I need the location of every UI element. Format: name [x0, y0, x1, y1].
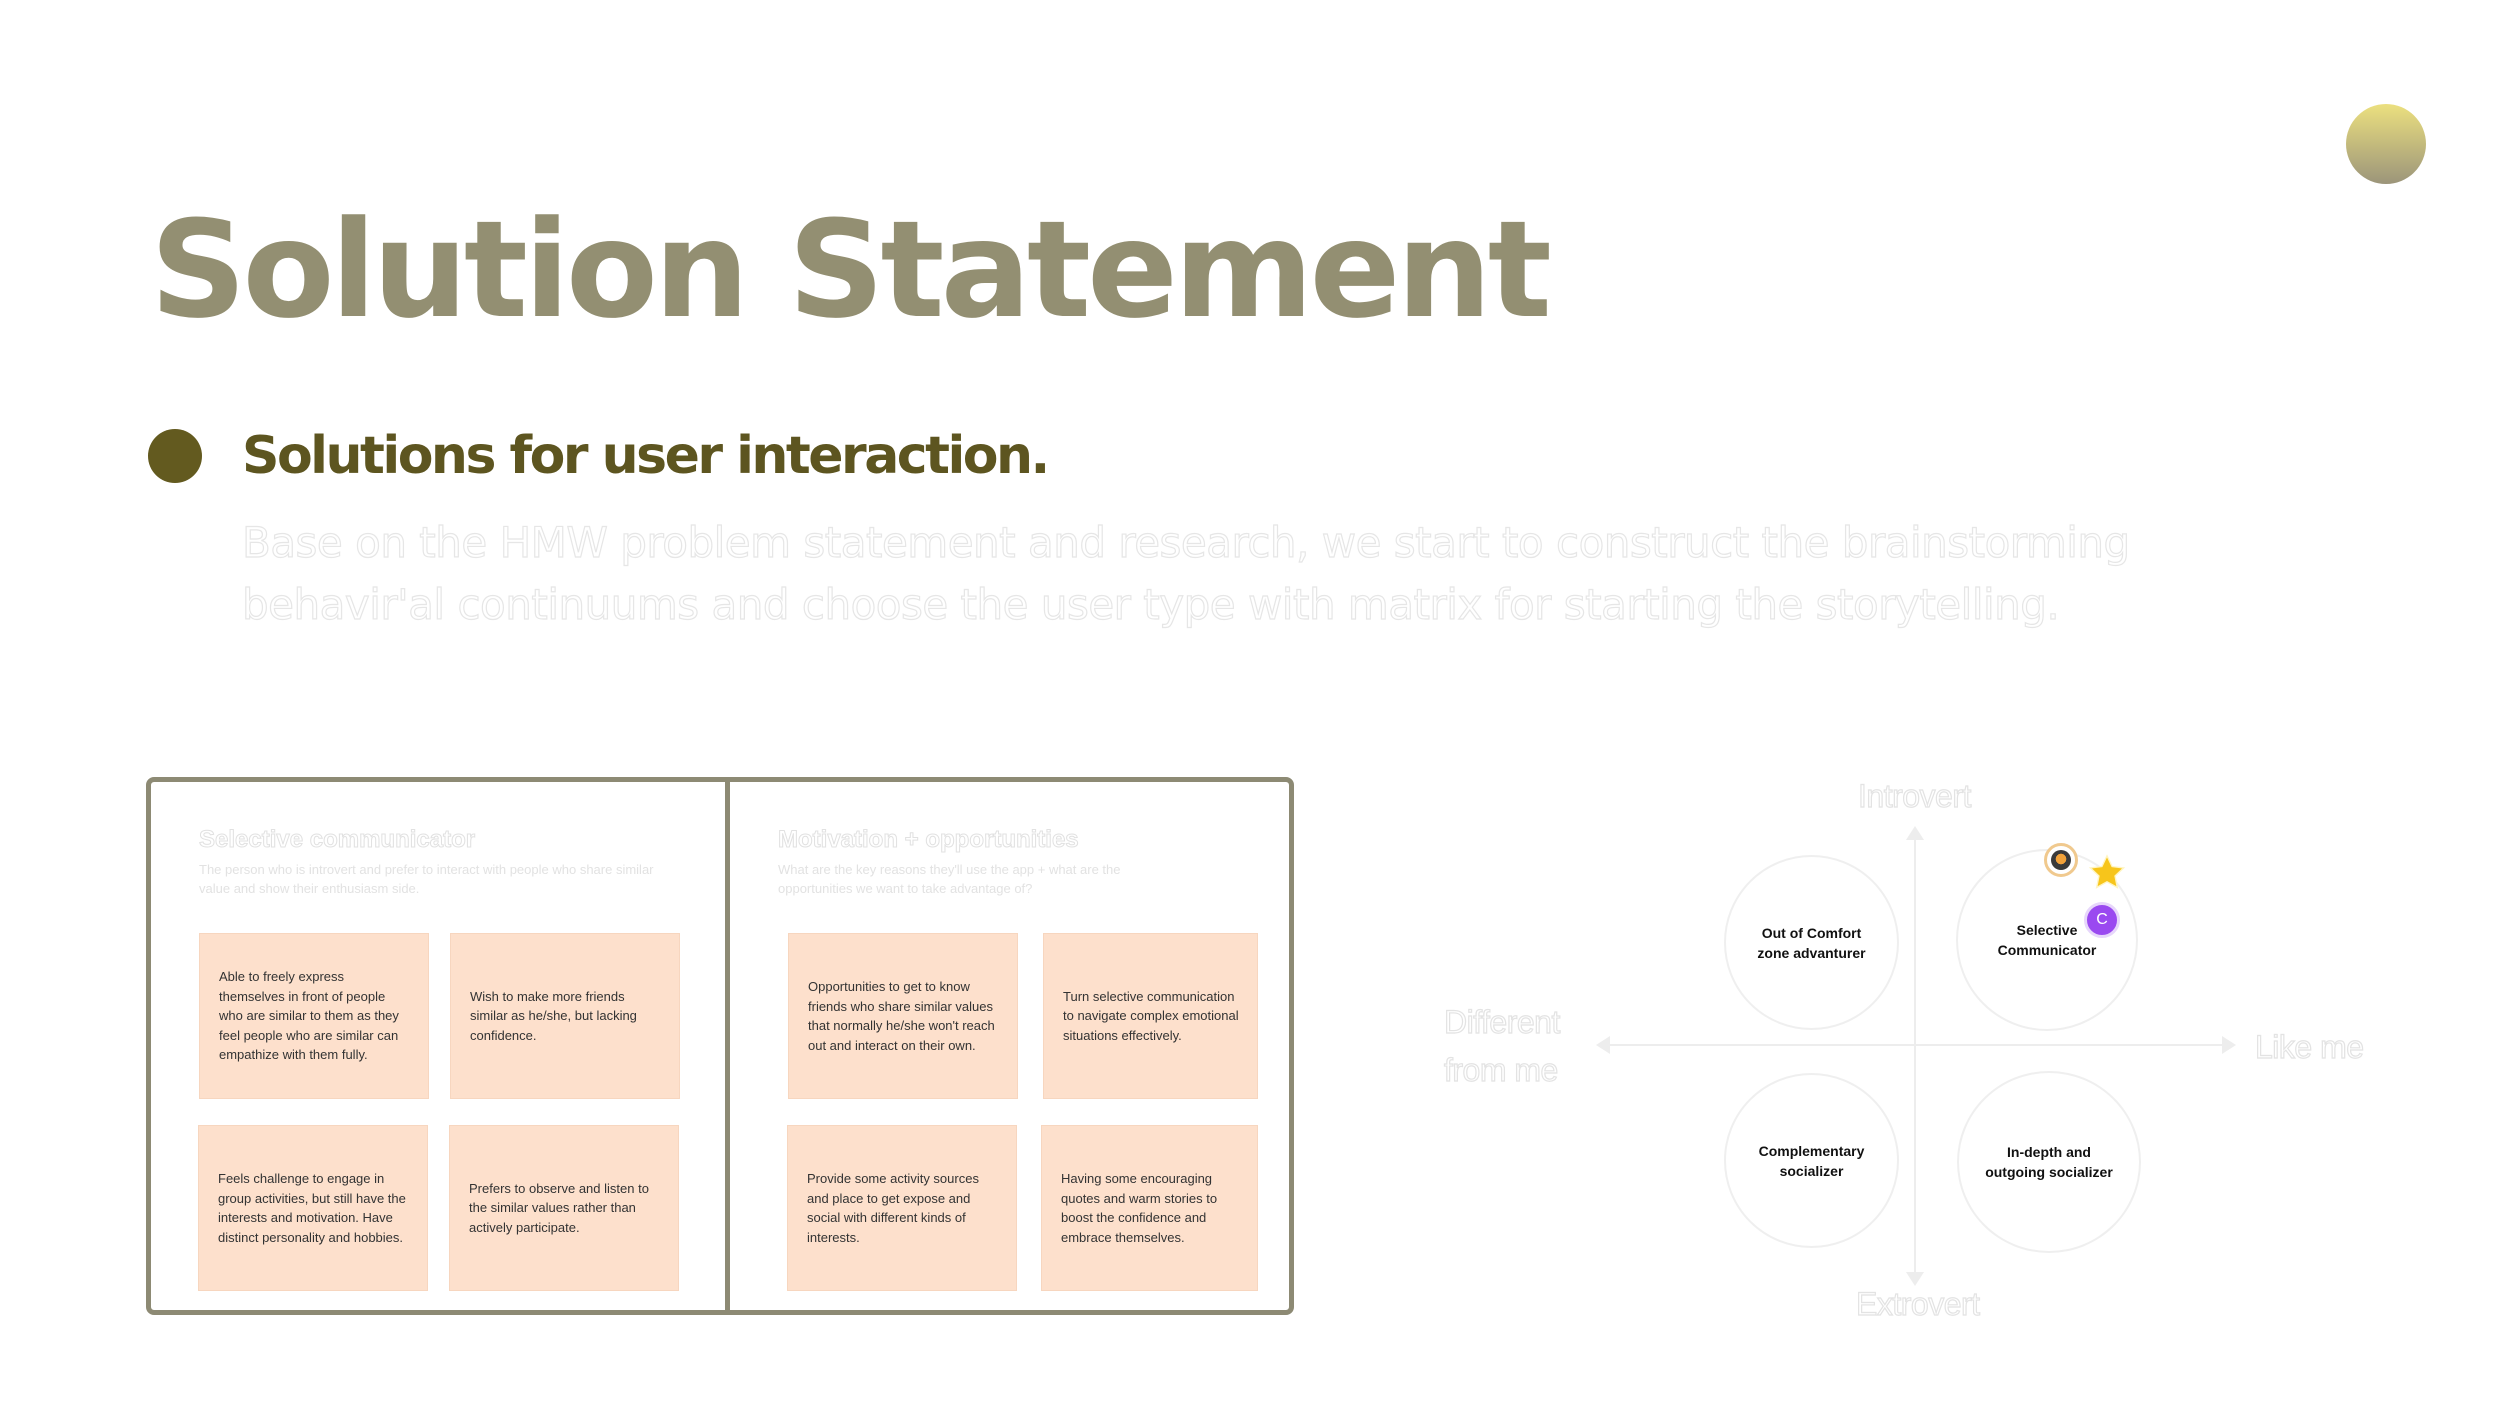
description-line-1: Base on the HMW problem statement and research, we start to construct the brainstorming — [242, 518, 2130, 567]
quadrant-complementary-socializer[interactable] — [1724, 1073, 1899, 1248]
user-avatar-c[interactable]: C — [2084, 902, 2120, 938]
sticky-note[interactable]: Turn selective communication to navigate complex emotional situations effectively. — [1044, 934, 1257, 1098]
sticky-note[interactable]: Wish to make more friends similar as he/she, but lacking confidence. — [451, 934, 679, 1098]
axis-label-like-me: Like me — [2255, 1029, 2364, 1065]
axis-label-extrovert: Extrovert — [1856, 1286, 1980, 1322]
right-panel-desc-line-1: What are the key reasons they'll use the app + what are the — [778, 862, 1121, 877]
axis-label-different — [1444, 998, 1560, 1094]
arrow-left-icon — [1596, 1036, 1610, 1054]
axis-label-different-line-1: Different — [1444, 1004, 1560, 1040]
sticky-note[interactable]: Prefers to observe and listen to the similar values rather than actively participate. — [450, 1126, 678, 1290]
board-divider — [725, 782, 730, 1310]
axis-label-introvert: Introvert — [1858, 778, 1971, 814]
left-panel-desc-line-2: value and show their enthusiasm side. — [199, 881, 420, 896]
right-panel-title: Motivation + opportunities — [778, 826, 1079, 853]
persona-board — [146, 777, 1294, 1315]
arrow-up-icon — [1906, 826, 1924, 840]
left-panel-description — [199, 860, 654, 898]
right-panel-desc-line-2: opportunities we want to take advantage of? — [778, 881, 1033, 896]
description-line-2: behavir'al continuums and choose the user type with matrix for starting the storytelling. — [242, 580, 2060, 629]
sticky-note[interactable]: Opportunities to get to know friends who share similar values that normally he/she won't reach out and interact on their own. — [789, 934, 1017, 1098]
sticky-note[interactable]: Having some encouraging quotes and warm stories to boost the confidence and embrace themselves. — [1042, 1126, 1257, 1290]
left-panel-desc-line-1: The person who is introvert and prefer to interact with people who share similar — [199, 862, 654, 877]
vertical-axis — [1914, 830, 1916, 1280]
page-title: Solution Statement — [150, 192, 1548, 348]
right-panel-description — [778, 860, 1121, 898]
quadrant-label: In-depth and outgoing socializer — [1985, 1144, 2113, 1180]
quadrant-label: Out of Comfort zone advanturer — [1757, 924, 1866, 961]
bullet-icon — [148, 429, 202, 483]
quadrant-out-of-comfort[interactable] — [1724, 855, 1899, 1030]
axis-label-different-line-2: from me — [1444, 1052, 1558, 1088]
sticky-note[interactable]: Able to freely express themselves in front of people who are similar to them as they feel people who are similar can empathize with them fully. — [200, 934, 428, 1098]
section-heading: Solutions for user interaction. — [242, 426, 1048, 486]
quadrant-label: Selective Communicator — [1997, 922, 2097, 958]
quadrant-label: Complementary socializer — [1758, 1142, 1865, 1179]
corner-decoration-dot — [2346, 104, 2426, 184]
section-description — [242, 512, 2282, 636]
user-avatar-icon[interactable] — [2044, 843, 2078, 877]
sticky-note[interactable]: Provide some activity sources and place to get expose and social with different kinds of interests. — [788, 1126, 1016, 1290]
arrow-right-icon — [2222, 1036, 2236, 1054]
left-panel-title: Selective communicator — [199, 826, 476, 853]
sticky-note[interactable]: Feels challenge to engage in group activities, but still have the interests and motivation. Have distinct personality and hobbies. — [199, 1126, 427, 1290]
star-icon[interactable] — [2086, 852, 2128, 894]
quadrant-in-depth-outgoing[interactable] — [1957, 1071, 2141, 1253]
